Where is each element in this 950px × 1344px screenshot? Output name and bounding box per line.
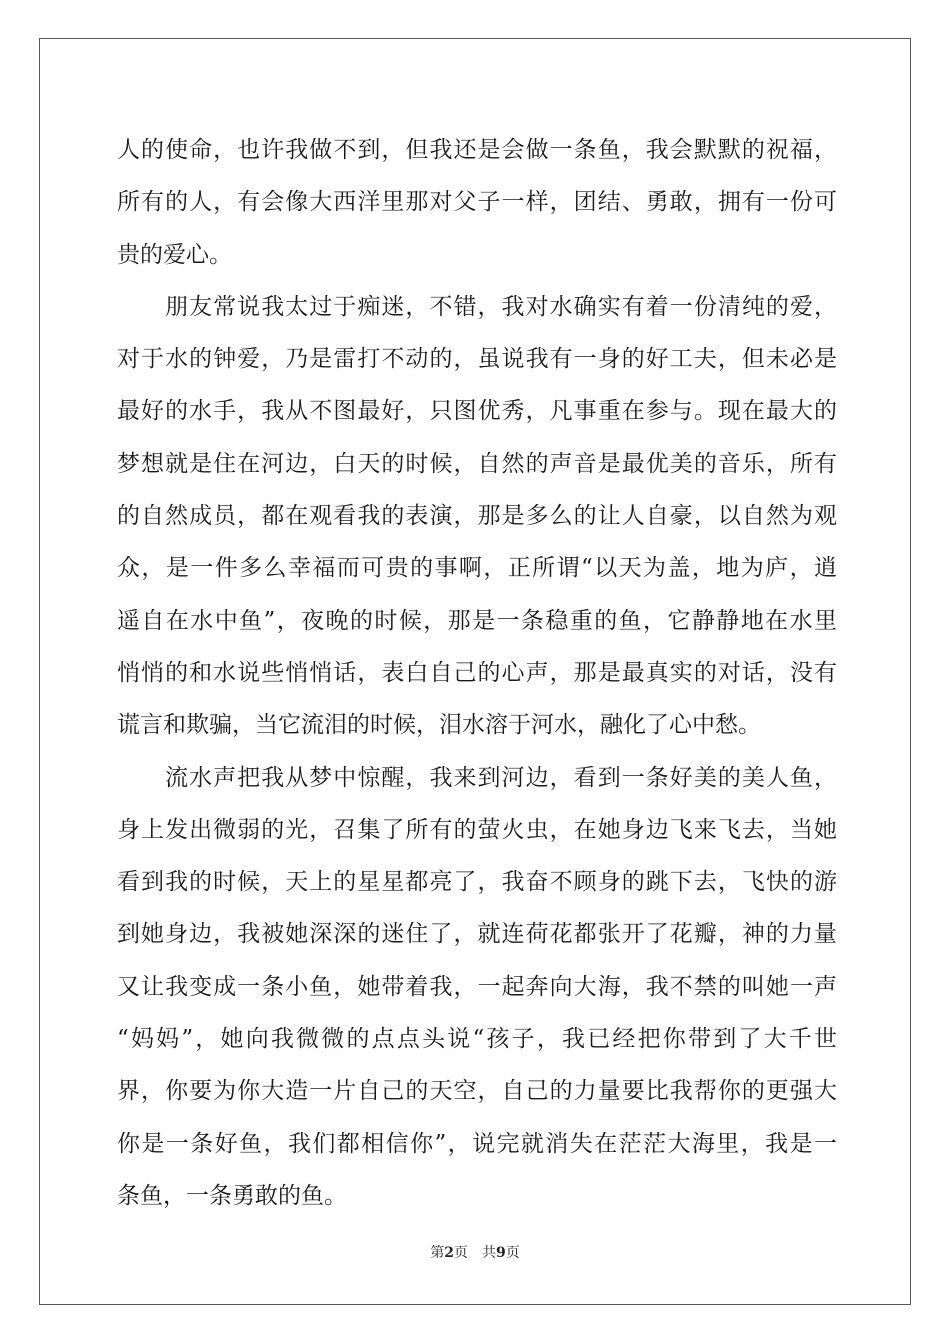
text-line: 界，你要为你大造一片自己的天空，自己的力量要比我帮你的更强大 [117,1078,837,1105]
text-line: 朋友常说我太过于痴迷，不错，我对水确实有着一份清纯的爱， [117,293,837,320]
text-line: 遥自在水中鱼”，夜晚的时候，那是一条稳重的鱼，它静静地在水里 [117,607,837,634]
text-line: 流水声把我从梦中惊醒，我来到河边，看到一条好美的美人鱼， [117,764,837,791]
text-line: 梦想就是住在河边，白天的时候，自然的声音是最优美的音乐，所有 [117,450,837,477]
footer-middle: 页 共 [454,1245,496,1261]
page-footer [0,1242,950,1262]
text-line: 看到我的时候，天上的星星都亮了，我奋不顾身的跳下去，飞快的游 [117,869,837,896]
text-line: 谎言和欺骗，当它流泪的时候，泪水溶于河水，融化了心中愁。 [117,712,761,739]
text-line: 人的使命，也许我做不到，但我还是会做一条鱼，我会默默的祝福， [117,137,837,163]
text-line: 条鱼，一条勇敢的鱼。 [117,1182,347,1209]
text-line: 的自然成员，都在观看我的表演，那是多么的让人自豪，以自然为观 [117,503,837,530]
text-line: “妈妈”，她向我微微的点点头说“孩子，我已经把你带到了大千世 [117,1026,837,1053]
text-line: 又让我变成一条小鱼，她带着我，一起奔向大海，我不禁的叫她一声 [117,973,837,1000]
text-line: 所有的人，有会像大西洋里那对父子一样，团结、勇敢，拥有一份可 [117,189,837,216]
total-page-count: 9 [496,1245,506,1261]
document-body [117,124,837,1222]
text-line: 到她身边，我被她深深的迷住了，就连荷花都张开了花瓣，神的力量 [117,921,837,948]
footer-suffix: 页 [505,1245,520,1261]
text-line: 身上发出微弱的光，召集了所有的萤火虫，在她身边飞来飞去，当她 [117,816,837,843]
text-line: 众，是一件多么幸福而可贵的事啊，正所谓“以天为盖，地为庐，逍 [117,555,837,582]
current-page-number: 2 [444,1245,454,1261]
text-line: 贵的爱心。 [117,241,232,268]
footer-prefix: 第 [430,1245,445,1261]
text-line: 你是一条好鱼，我们都相信你”，说完就消失在茫茫大海里，我是一 [117,1130,837,1157]
text-line: 对于水的钟爱，乃是雷打不动的，虽说我有一身的好工夫，但未必是 [117,346,837,373]
text-line: 悄悄的和水说些悄悄话，表白自己的心声，那是最真实的对话，没有 [117,659,837,686]
text-line: 最好的水手，我从不图最好，只图优秀，凡事重在参与。现在最大的 [117,398,837,425]
